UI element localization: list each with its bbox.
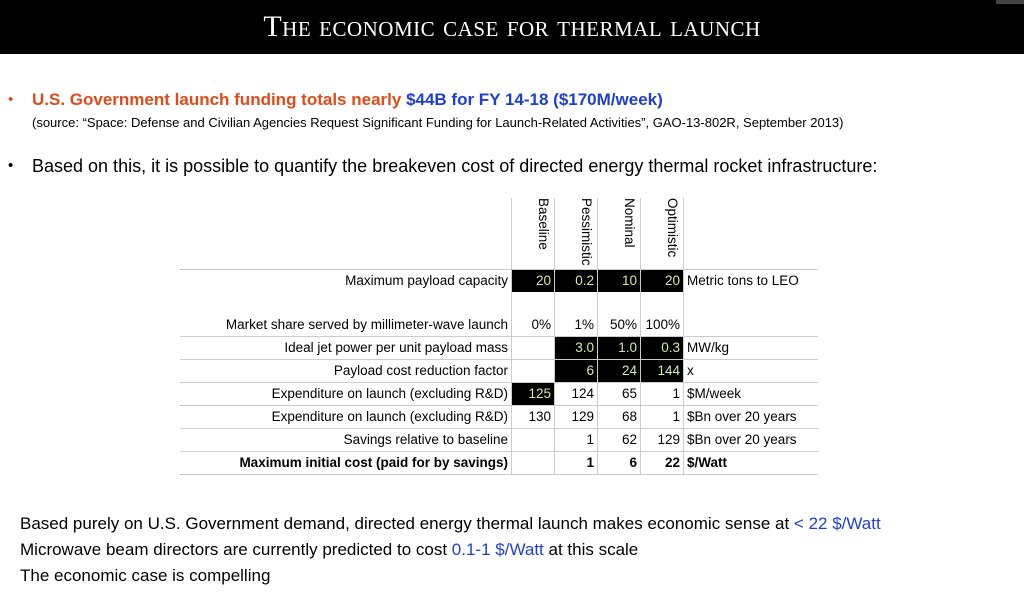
col-header: Nominal [598, 198, 641, 269]
cell: 68 [598, 405, 641, 428]
table-row [180, 359, 818, 382]
row-unit: MW/kg [684, 336, 819, 359]
cell: 6 [555, 359, 598, 382]
row-label: Savings relative to baseline [180, 428, 512, 451]
corner-mark [996, 0, 1024, 4]
title-bar [0, 0, 1024, 54]
cell [512, 451, 555, 474]
conclusion-line-1: Based purely on U.S. Government demand, directed energy thermal launch makes economic sense at < 22 $/Watt [20, 514, 881, 533]
cell: 100% [641, 314, 684, 337]
cell: 65 [598, 382, 641, 405]
cell [512, 359, 555, 382]
cell: 1 [555, 451, 598, 474]
cell: 0% [512, 314, 555, 337]
cell: 20 [512, 269, 555, 292]
cost-table [180, 198, 818, 475]
threshold-value: < 22 $/Watt [793, 514, 881, 533]
table-row [180, 382, 818, 405]
cell: 10 [598, 269, 641, 292]
cell: 6 [598, 451, 641, 474]
funding-amount: $44B for FY 14-18 ($170M/week) [406, 90, 663, 109]
row-label: Maximum initial cost (paid for by savings) [180, 451, 512, 474]
cell: 129 [555, 405, 598, 428]
cell: 124 [555, 382, 598, 405]
row-unit: $M/week [684, 382, 819, 405]
row-unit: x [684, 359, 819, 382]
bullet-dot-2: • [8, 157, 14, 174]
row-unit: Metric tons to LEO [684, 269, 819, 292]
cell: 3.0 [555, 336, 598, 359]
cell: 22 [641, 451, 684, 474]
header-row [180, 198, 818, 269]
source-citation: (source: “Space: Defense and Civilian Agencies Request Significant Funding for Launch-Related Activities”, GAO-13-802R, September 2013) [32, 115, 844, 130]
col-header: Baseline [512, 198, 555, 269]
bullet-breakeven: Based on this, it is possible to quantify the breakeven cost of directed energy thermal rocket infrastructure: [32, 156, 878, 176]
cell: 1 [555, 428, 598, 451]
cell: 1 [641, 405, 684, 428]
predicted-cost: 0.1-1 $/Watt [451, 540, 544, 559]
cell: 129 [641, 428, 684, 451]
table-row [180, 269, 818, 292]
conclusion-line-2: Microwave beam directors are currently predicted to cost 0.1-1 $/Watt at this scale [20, 540, 639, 559]
table-row [180, 405, 818, 428]
table-row [180, 314, 818, 337]
cell: 0.3 [641, 336, 684, 359]
row-unit: $Bn over 20 years [684, 405, 819, 428]
cell [512, 428, 555, 451]
cell: 1.0 [598, 336, 641, 359]
cell [512, 336, 555, 359]
row-label: Market share served by millimeter-wave launch [180, 314, 512, 337]
cell: 24 [598, 359, 641, 382]
cell: 0.2 [555, 269, 598, 292]
funding-text: U.S. Government launch funding totals nearly [32, 90, 407, 109]
cell: 50% [598, 314, 641, 337]
cell: 130 [512, 405, 555, 428]
cell: 62 [598, 428, 641, 451]
row-unit [684, 314, 819, 337]
cell: 144 [641, 359, 684, 382]
bullet-funding [32, 90, 663, 110]
row-unit: $Bn over 20 years [684, 428, 819, 451]
cell: 20 [641, 269, 684, 292]
col-header: Pessimistic [555, 198, 598, 269]
table-row [180, 451, 818, 474]
table-row [180, 428, 818, 451]
row-label: Payload cost reduction factor [180, 359, 512, 382]
row-unit: $/Watt [684, 451, 819, 474]
bullet-dot-1: • [8, 91, 14, 108]
row-label: Expenditure on launch (excluding R&D) [180, 405, 512, 428]
cell: 125 [512, 382, 555, 405]
table-row [180, 336, 818, 359]
row-label: Ideal jet power per unit payload mass [180, 336, 512, 359]
cell: 1% [555, 314, 598, 337]
conclusion-line-3: The economic case is compelling [20, 566, 271, 585]
col-header: Optimistic [641, 198, 684, 269]
row-label: Expenditure on launch (excluding R&D) [180, 382, 512, 405]
slide-title: The economic case for thermal launch [263, 10, 761, 43]
cell: 1 [641, 382, 684, 405]
row-label: Maximum payload capacity [180, 269, 512, 292]
